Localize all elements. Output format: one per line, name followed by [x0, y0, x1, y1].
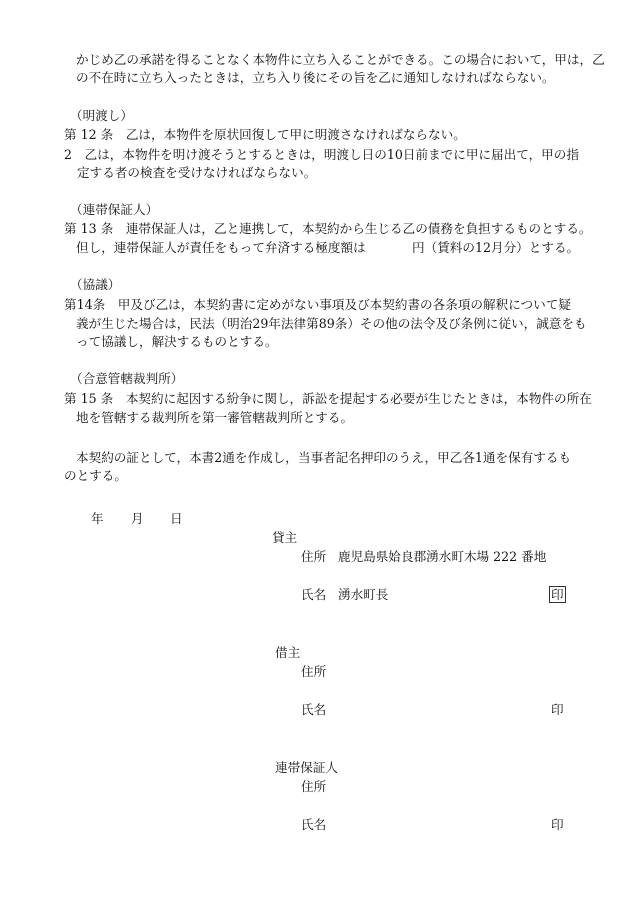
date-day: 日 — [170, 511, 183, 526]
lessor-name-label: 氏名 — [301, 587, 327, 602]
date-year: 年 — [91, 511, 104, 526]
intro-line-2: の不在時に立ち入ったときは，立ち入り後にその旨を乙に通知しなければならない。 — [76, 70, 555, 85]
article-15-line-1: 第 15 条 本契約に起因する紛争に関し，訴訟を提起する必要が生じたときは，本物件の所在 — [64, 391, 592, 406]
guarantor-address-label: 住所 — [301, 779, 327, 794]
intro-line-1: かじめ乙の承諾を得ることなく本物件に立ち入ることができる。この場合において，甲は，乙 — [76, 52, 605, 67]
article-13-line-2b: 円（賃料の12月分）とする。 — [412, 240, 580, 255]
article-14-line-3: って協議し，解決するものとする。 — [76, 334, 278, 349]
lessor-name-value: 湧水町長 — [338, 587, 389, 602]
lessee-address-label: 住所 — [301, 664, 327, 679]
lessee-name-label: 氏名 — [301, 702, 327, 717]
article-13-line-1: 第 13 条 連帯保証人は，乙と連携して，本契約から生じる乙の債務を負担するものとする。 — [64, 221, 592, 236]
closing-line-1: 本契約の証として，本書2通を作成し，当事者記名押印のうえ，甲乙各1通を保有するも — [76, 450, 572, 465]
lessor-address-value: 鹿児島県姶良郡湧水町木場 222 番地 — [338, 549, 547, 564]
lessee-role: 借主 — [275, 645, 301, 660]
article-12-line-1: 第 12 条 乙は，本物件を原状回復して甲に明渡さなければならない。 — [64, 127, 466, 142]
article-15-line-2: 地を管轄する裁判所を第一審管轄裁判所とする。 — [76, 410, 354, 425]
lessor-address-label: 住所 — [301, 549, 327, 564]
article-14-line-2: 義が生じた場合は，民法（明治29年法律第89条）その他の法令及び条例に従い，誠意をも — [76, 316, 587, 331]
article-15-heading: （合意管轄裁判所） — [70, 371, 184, 386]
article-14-heading: （協議） — [70, 277, 121, 292]
article-14-line-1: 第14条 甲及び乙は，本契約書に定めがない事項及び本契約書の各条項の解釈について疑 — [64, 297, 571, 312]
article-12-heading: （明渡し） — [70, 108, 133, 123]
date-month: 月 — [131, 511, 144, 526]
article-12-line-3: 定する者の検査を受けなければならない。 — [77, 165, 317, 180]
closing-line-2: のとする。 — [64, 468, 127, 483]
guarantor-role: 連帯保証人 — [275, 760, 338, 775]
guarantor-seal: 印 — [551, 817, 564, 832]
lessee-seal: 印 — [551, 702, 564, 717]
article-12-line-2: 2 乙は，本物件を明け渡そうとするときは，明渡し日の10日前までに甲に届出て，甲の指 — [64, 147, 579, 162]
article-13-line-2a: 但し，連帯保証人が責任をもって弁済する極度額は — [76, 240, 366, 255]
lessor-role: 貸主 — [272, 530, 298, 545]
lessor-seal: 印 — [551, 587, 564, 602]
guarantor-name-label: 氏名 — [301, 817, 327, 832]
article-13-heading: （連帯保証人） — [70, 202, 159, 217]
